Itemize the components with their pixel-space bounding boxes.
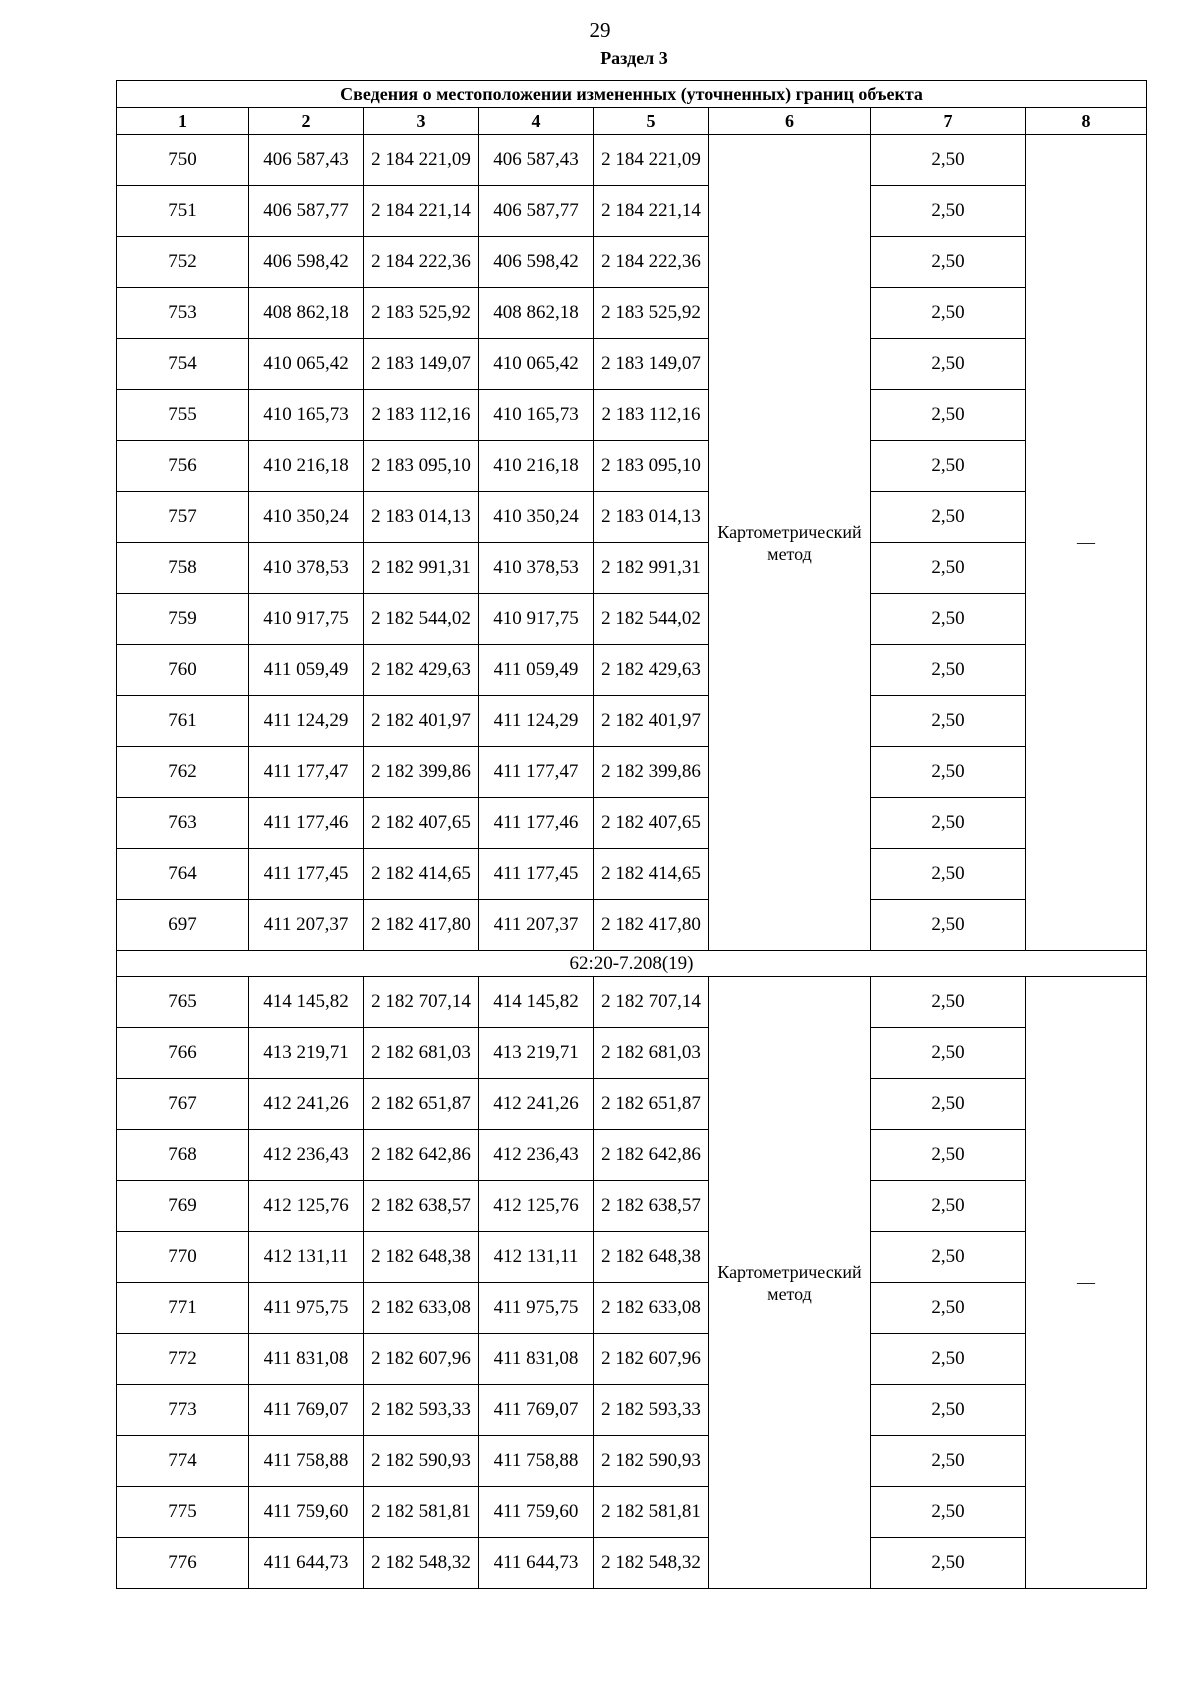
y-existing-cell: 2 182 707,14	[364, 977, 479, 1028]
x-existing-cell: 406 587,43	[249, 135, 364, 186]
table-row	[117, 1028, 1147, 1079]
point-number-cell: 766	[117, 1028, 249, 1079]
x-new-cell: 410 165,73	[479, 390, 594, 441]
accuracy-cell: 2,50	[871, 1487, 1026, 1538]
accuracy-cell: 2,50	[871, 339, 1026, 390]
table-row	[117, 594, 1147, 645]
method-cell: Картометрический метод	[709, 977, 871, 1589]
parcel-group-label: 62:20-7.208(19)	[117, 951, 1147, 977]
y-new-cell: 2 182 633,08	[594, 1283, 709, 1334]
y-existing-cell: 2 182 648,38	[364, 1232, 479, 1283]
accuracy-cell: 2,50	[871, 186, 1026, 237]
x-existing-cell: 411 975,75	[249, 1283, 364, 1334]
accuracy-cell: 2,50	[871, 441, 1026, 492]
point-number-cell: 764	[117, 849, 249, 900]
table-row	[117, 390, 1147, 441]
y-new-cell: 2 182 399,86	[594, 747, 709, 798]
note-cell: —	[1026, 977, 1147, 1589]
y-existing-cell: 2 182 417,80	[364, 900, 479, 951]
table-row	[117, 339, 1147, 390]
y-new-cell: 2 182 581,81	[594, 1487, 709, 1538]
accuracy-cell: 2,50	[871, 492, 1026, 543]
y-existing-cell: 2 184 222,36	[364, 237, 479, 288]
x-new-cell: 408 862,18	[479, 288, 594, 339]
y-new-cell: 2 183 525,92	[594, 288, 709, 339]
y-new-cell: 2 182 607,96	[594, 1334, 709, 1385]
x-existing-cell: 411 758,88	[249, 1436, 364, 1487]
y-existing-cell: 2 182 607,96	[364, 1334, 479, 1385]
y-new-cell: 2 182 407,65	[594, 798, 709, 849]
x-existing-cell: 410 917,75	[249, 594, 364, 645]
boundary-coordinates-table	[116, 80, 1147, 1589]
y-existing-cell: 2 182 633,08	[364, 1283, 479, 1334]
point-number-cell: 751	[117, 186, 249, 237]
table-row	[117, 543, 1147, 594]
table-title-row	[117, 81, 1147, 108]
point-number-cell: 760	[117, 645, 249, 696]
column-number: 2	[249, 108, 364, 135]
y-new-cell: 2 182 681,03	[594, 1028, 709, 1079]
y-new-cell: 2 184 221,09	[594, 135, 709, 186]
x-new-cell: 410 065,42	[479, 339, 594, 390]
accuracy-cell: 2,50	[871, 135, 1026, 186]
x-existing-cell: 411 207,37	[249, 900, 364, 951]
y-existing-cell: 2 183 525,92	[364, 288, 479, 339]
table-row	[117, 977, 1147, 1028]
accuracy-cell: 2,50	[871, 1538, 1026, 1589]
accuracy-cell: 2,50	[871, 849, 1026, 900]
point-number-cell: 758	[117, 543, 249, 594]
table-row	[117, 1130, 1147, 1181]
y-existing-cell: 2 182 544,02	[364, 594, 479, 645]
column-number: 8	[1026, 108, 1147, 135]
point-number-cell: 759	[117, 594, 249, 645]
point-number-cell: 774	[117, 1436, 249, 1487]
accuracy-cell: 2,50	[871, 543, 1026, 594]
x-new-cell: 410 350,24	[479, 492, 594, 543]
table-row	[117, 798, 1147, 849]
method-cell: Картометрический метод	[709, 135, 871, 951]
table-row	[117, 849, 1147, 900]
point-number-cell: 756	[117, 441, 249, 492]
column-number: 6	[709, 108, 871, 135]
table-row	[117, 288, 1147, 339]
accuracy-cell: 2,50	[871, 1079, 1026, 1130]
accuracy-cell: 2,50	[871, 977, 1026, 1028]
x-new-cell: 412 241,26	[479, 1079, 594, 1130]
y-new-cell: 2 183 095,10	[594, 441, 709, 492]
point-number-cell: 750	[117, 135, 249, 186]
table-row	[117, 1385, 1147, 1436]
y-existing-cell: 2 183 095,10	[364, 441, 479, 492]
y-existing-cell: 2 184 221,09	[364, 135, 479, 186]
y-existing-cell: 2 182 401,97	[364, 696, 479, 747]
table-row	[117, 747, 1147, 798]
accuracy-cell: 2,50	[871, 798, 1026, 849]
point-number-cell: 762	[117, 747, 249, 798]
point-number-cell: 761	[117, 696, 249, 747]
accuracy-cell: 2,50	[871, 900, 1026, 951]
x-existing-cell: 410 216,18	[249, 441, 364, 492]
y-new-cell: 2 182 548,32	[594, 1538, 709, 1589]
x-existing-cell: 412 241,26	[249, 1079, 364, 1130]
column-number: 5	[594, 108, 709, 135]
x-new-cell: 411 758,88	[479, 1436, 594, 1487]
x-new-cell: 411 644,73	[479, 1538, 594, 1589]
point-number-cell: 757	[117, 492, 249, 543]
x-existing-cell: 406 598,42	[249, 237, 364, 288]
table-row	[117, 900, 1147, 951]
point-number-cell: 767	[117, 1079, 249, 1130]
x-existing-cell: 414 145,82	[249, 977, 364, 1028]
section-title: Раздел 3	[600, 48, 668, 68]
y-new-cell: 2 184 221,14	[594, 186, 709, 237]
note-cell: —	[1026, 135, 1147, 951]
point-number-cell: 768	[117, 1130, 249, 1181]
y-new-cell: 2 182 417,80	[594, 900, 709, 951]
y-existing-cell: 2 182 642,86	[364, 1130, 479, 1181]
point-number-cell: 771	[117, 1283, 249, 1334]
x-existing-cell: 411 124,29	[249, 696, 364, 747]
column-numbers-row	[117, 108, 1147, 135]
x-existing-cell: 411 769,07	[249, 1385, 364, 1436]
accuracy-cell: 2,50	[871, 288, 1026, 339]
x-new-cell: 414 145,82	[479, 977, 594, 1028]
x-existing-cell: 411 644,73	[249, 1538, 364, 1589]
x-new-cell: 413 219,71	[479, 1028, 594, 1079]
y-new-cell: 2 182 642,86	[594, 1130, 709, 1181]
x-new-cell: 410 216,18	[479, 441, 594, 492]
x-new-cell: 411 975,75	[479, 1283, 594, 1334]
point-number-cell: 752	[117, 237, 249, 288]
page-number: 29	[589, 18, 611, 42]
y-new-cell: 2 182 648,38	[594, 1232, 709, 1283]
y-existing-cell: 2 183 014,13	[364, 492, 479, 543]
y-existing-cell: 2 182 429,63	[364, 645, 479, 696]
table-row	[117, 1334, 1147, 1385]
column-number: 3	[364, 108, 479, 135]
table-row	[117, 492, 1147, 543]
x-new-cell: 406 587,43	[479, 135, 594, 186]
y-existing-cell: 2 182 581,81	[364, 1487, 479, 1538]
accuracy-cell: 2,50	[871, 1130, 1026, 1181]
x-new-cell: 411 769,07	[479, 1385, 594, 1436]
table-title: Сведения о местоположении измененных (уточненных) границ объекта	[117, 81, 1147, 108]
y-existing-cell: 2 182 407,65	[364, 798, 479, 849]
x-existing-cell: 411 177,45	[249, 849, 364, 900]
x-new-cell: 412 131,11	[479, 1232, 594, 1283]
accuracy-cell: 2,50	[871, 1232, 1026, 1283]
x-existing-cell: 412 236,43	[249, 1130, 364, 1181]
x-existing-cell: 412 131,11	[249, 1232, 364, 1283]
accuracy-cell: 2,50	[871, 1436, 1026, 1487]
accuracy-cell: 2,50	[871, 1028, 1026, 1079]
column-number: 7	[871, 108, 1026, 135]
x-existing-cell: 410 378,53	[249, 543, 364, 594]
x-new-cell: 406 587,77	[479, 186, 594, 237]
accuracy-cell: 2,50	[871, 1385, 1026, 1436]
accuracy-cell: 2,50	[871, 747, 1026, 798]
y-new-cell: 2 183 112,16	[594, 390, 709, 441]
y-new-cell: 2 183 014,13	[594, 492, 709, 543]
accuracy-cell: 2,50	[871, 645, 1026, 696]
x-new-cell: 411 831,08	[479, 1334, 594, 1385]
parcel-group-row	[117, 951, 1147, 977]
x-existing-cell: 410 350,24	[249, 492, 364, 543]
y-existing-cell: 2 182 681,03	[364, 1028, 479, 1079]
x-new-cell: 412 125,76	[479, 1181, 594, 1232]
point-number-cell: 773	[117, 1385, 249, 1436]
y-new-cell: 2 183 149,07	[594, 339, 709, 390]
table-row	[117, 186, 1147, 237]
y-existing-cell: 2 183 149,07	[364, 339, 479, 390]
accuracy-cell: 2,50	[871, 237, 1026, 288]
x-new-cell: 411 124,29	[479, 696, 594, 747]
x-existing-cell: 412 125,76	[249, 1181, 364, 1232]
column-number: 4	[479, 108, 594, 135]
y-new-cell: 2 182 544,02	[594, 594, 709, 645]
x-new-cell: 411 059,49	[479, 645, 594, 696]
y-existing-cell: 2 182 414,65	[364, 849, 479, 900]
point-number-cell: 769	[117, 1181, 249, 1232]
y-new-cell: 2 182 414,65	[594, 849, 709, 900]
y-new-cell: 2 182 593,33	[594, 1385, 709, 1436]
table-row	[117, 237, 1147, 288]
accuracy-cell: 2,50	[871, 594, 1026, 645]
x-existing-cell: 411 059,49	[249, 645, 364, 696]
table-row	[117, 1232, 1147, 1283]
y-new-cell: 2 182 429,63	[594, 645, 709, 696]
y-existing-cell: 2 182 638,57	[364, 1181, 479, 1232]
y-existing-cell: 2 182 651,87	[364, 1079, 479, 1130]
accuracy-cell: 2,50	[871, 696, 1026, 747]
y-existing-cell: 2 182 991,31	[364, 543, 479, 594]
point-number-cell: 753	[117, 288, 249, 339]
y-existing-cell: 2 182 590,93	[364, 1436, 479, 1487]
y-new-cell: 2 182 991,31	[594, 543, 709, 594]
table-row	[117, 135, 1147, 186]
table-row	[117, 441, 1147, 492]
x-existing-cell: 406 587,77	[249, 186, 364, 237]
table-row	[117, 645, 1147, 696]
x-new-cell: 411 177,46	[479, 798, 594, 849]
x-new-cell: 411 177,47	[479, 747, 594, 798]
y-new-cell: 2 182 590,93	[594, 1436, 709, 1487]
accuracy-cell: 2,50	[871, 1334, 1026, 1385]
y-new-cell: 2 182 638,57	[594, 1181, 709, 1232]
y-new-cell: 2 182 707,14	[594, 977, 709, 1028]
x-new-cell: 411 759,60	[479, 1487, 594, 1538]
table-row	[117, 1487, 1147, 1538]
y-new-cell: 2 184 222,36	[594, 237, 709, 288]
y-existing-cell: 2 182 548,32	[364, 1538, 479, 1589]
point-number-cell: 770	[117, 1232, 249, 1283]
x-new-cell: 406 598,42	[479, 237, 594, 288]
point-number-cell: 754	[117, 339, 249, 390]
y-existing-cell: 2 182 399,86	[364, 747, 479, 798]
x-existing-cell: 408 862,18	[249, 288, 364, 339]
y-existing-cell: 2 182 593,33	[364, 1385, 479, 1436]
point-number-cell: 776	[117, 1538, 249, 1589]
y-existing-cell: 2 184 221,14	[364, 186, 479, 237]
accuracy-cell: 2,50	[871, 390, 1026, 441]
x-existing-cell: 411 759,60	[249, 1487, 364, 1538]
point-number-cell: 755	[117, 390, 249, 441]
accuracy-cell: 2,50	[871, 1181, 1026, 1232]
x-new-cell: 412 236,43	[479, 1130, 594, 1181]
point-number-cell: 765	[117, 977, 249, 1028]
x-existing-cell: 411 831,08	[249, 1334, 364, 1385]
point-number-cell: 763	[117, 798, 249, 849]
accuracy-cell: 2,50	[871, 1283, 1026, 1334]
x-new-cell: 411 207,37	[479, 900, 594, 951]
x-new-cell: 411 177,45	[479, 849, 594, 900]
x-existing-cell: 411 177,46	[249, 798, 364, 849]
x-new-cell: 410 378,53	[479, 543, 594, 594]
table-row	[117, 1181, 1147, 1232]
x-new-cell: 410 917,75	[479, 594, 594, 645]
column-number: 1	[117, 108, 249, 135]
point-number-cell: 772	[117, 1334, 249, 1385]
table-row	[117, 1538, 1147, 1589]
table-row	[117, 696, 1147, 747]
y-new-cell: 2 182 401,97	[594, 696, 709, 747]
x-existing-cell: 410 065,42	[249, 339, 364, 390]
point-number-cell: 775	[117, 1487, 249, 1538]
y-new-cell: 2 182 651,87	[594, 1079, 709, 1130]
x-existing-cell: 411 177,47	[249, 747, 364, 798]
table-row	[117, 1079, 1147, 1130]
x-existing-cell: 410 165,73	[249, 390, 364, 441]
y-existing-cell: 2 183 112,16	[364, 390, 479, 441]
table-row	[117, 1436, 1147, 1487]
table-row	[117, 1283, 1147, 1334]
x-existing-cell: 413 219,71	[249, 1028, 364, 1079]
point-number-cell: 697	[117, 900, 249, 951]
